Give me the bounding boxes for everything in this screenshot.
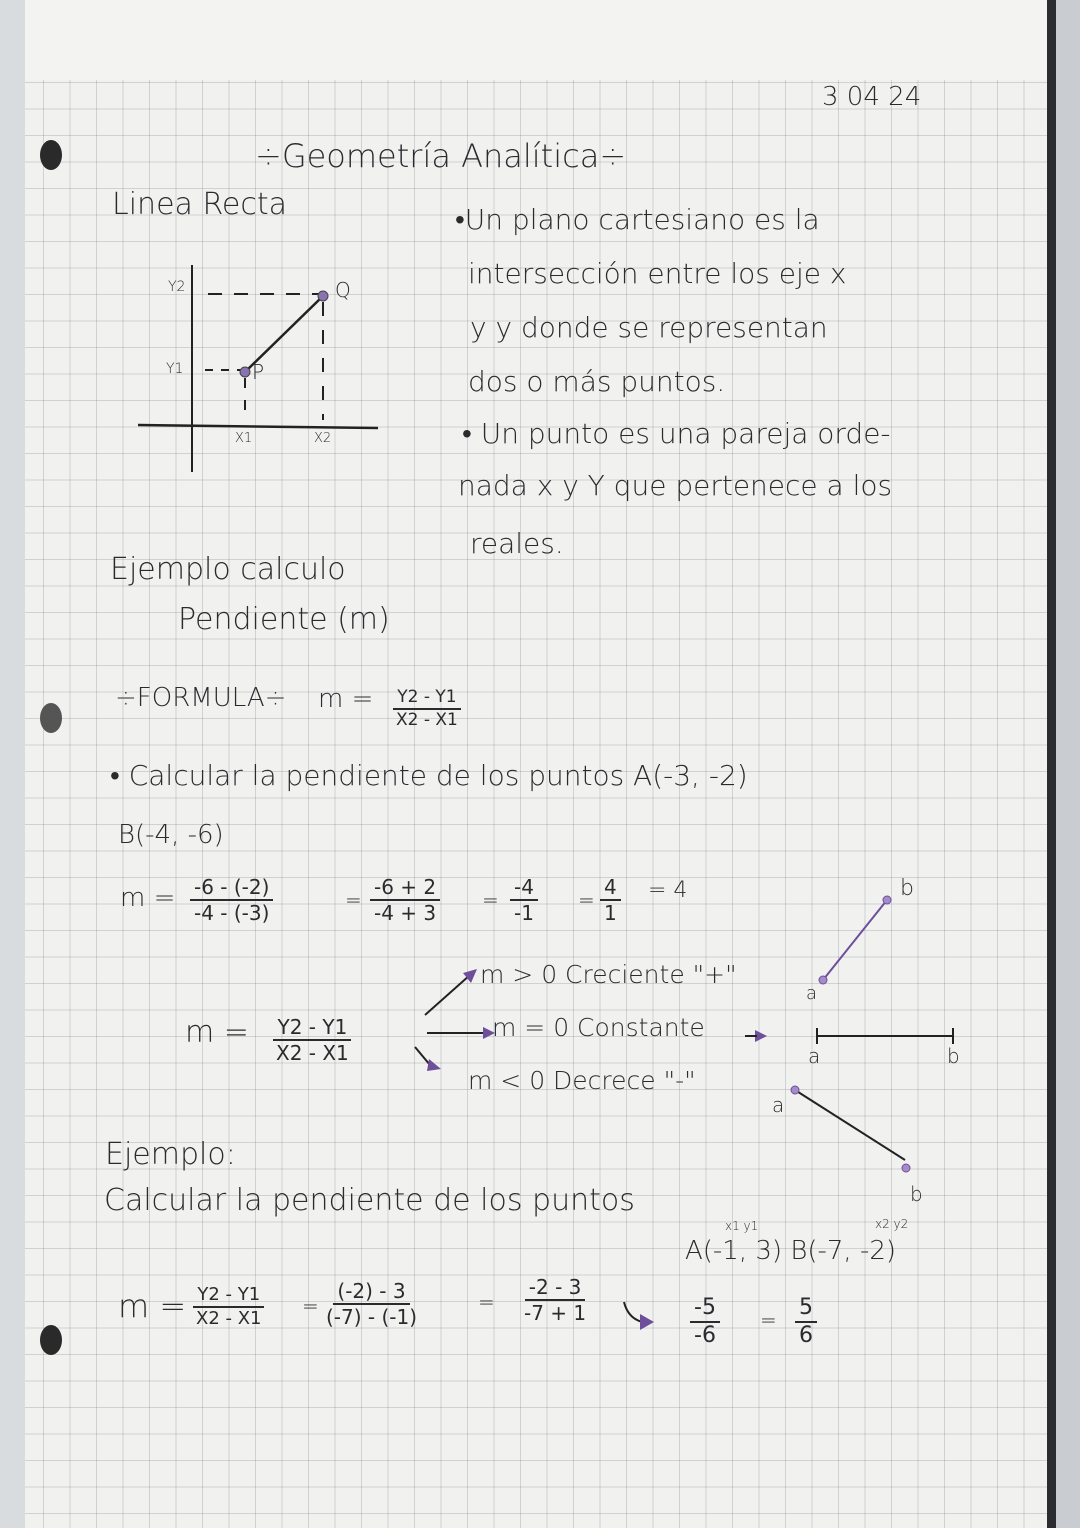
equals-sign: = bbox=[760, 1308, 777, 1332]
step-fraction bbox=[690, 1296, 720, 1348]
step-fraction bbox=[600, 876, 621, 924]
formula-m: m = bbox=[318, 684, 374, 714]
denominator: X2 - X1 bbox=[196, 1307, 262, 1329]
label-y1: Y1 bbox=[166, 361, 184, 377]
step-fraction bbox=[520, 1276, 590, 1324]
step-fraction bbox=[192, 1285, 266, 1329]
numerator: Y2 - Y1 bbox=[193, 1285, 264, 1308]
slope-sketches bbox=[755, 890, 955, 1110]
numerator: (-2) - 3 bbox=[333, 1280, 409, 1305]
label-p: P bbox=[252, 360, 265, 384]
binder-hole bbox=[40, 703, 62, 733]
point-label-b: b bbox=[910, 1182, 923, 1206]
problem-point-b: B(-4, -6) bbox=[118, 820, 224, 850]
case-zero: m = 0 Constante bbox=[492, 1013, 705, 1042]
step-fraction bbox=[510, 876, 538, 924]
step-fraction bbox=[370, 876, 440, 924]
label-x1: X1 bbox=[235, 431, 253, 446]
denominator: 1 bbox=[604, 901, 617, 925]
example2-statement: Calcular la pendiente de los puntos bbox=[104, 1183, 635, 1218]
example2-heading: Ejemplo: bbox=[105, 1137, 236, 1172]
annotation-b: x2 y2 bbox=[875, 1217, 909, 1231]
denominator: -4 + 3 bbox=[374, 901, 437, 925]
result-fraction bbox=[795, 1296, 817, 1348]
bullet-line: • Un punto es una pareja orde- bbox=[462, 417, 891, 450]
denominator: -6 bbox=[694, 1323, 716, 1349]
binder-hole bbox=[40, 1325, 62, 1355]
label-y2: Y2 bbox=[168, 279, 186, 295]
example-subheading: Pendiente (m) bbox=[178, 602, 390, 637]
numerator: -4 bbox=[510, 876, 538, 901]
bullet-line: nada x y Y que pertenece a los bbox=[458, 469, 893, 502]
point-label-b: b bbox=[947, 1044, 960, 1068]
denominator: -1 bbox=[514, 901, 534, 925]
arrow-icon bbox=[622, 1300, 662, 1330]
example2-points: A(-1, 3) B(-7, -2) bbox=[685, 1236, 897, 1266]
denominator: X2 - X1 bbox=[276, 1041, 349, 1065]
page-title: ÷Geometría Analítica÷ bbox=[255, 137, 627, 175]
step-fraction bbox=[190, 876, 273, 924]
point-label-a: a bbox=[808, 1044, 821, 1068]
bullet-line: •Un plano cartesiano es la bbox=[455, 203, 820, 236]
bullet-line: dos o más puntos. bbox=[468, 365, 726, 398]
numerator: -6 + 2 bbox=[370, 876, 440, 901]
bullet-line: y y donde se representan bbox=[470, 311, 828, 344]
formula-label: ÷FORMULA÷ bbox=[115, 683, 287, 713]
equals-sign: = bbox=[578, 888, 595, 912]
numerator: -6 - (-2) bbox=[190, 876, 273, 901]
problem-statement: • Calcular la pendiente de los puntos A(-3, -2) bbox=[110, 759, 748, 792]
slope-m: m = bbox=[118, 1287, 187, 1325]
slope-m: m = bbox=[120, 883, 176, 913]
step-fraction bbox=[322, 1280, 421, 1328]
slope-m: m = bbox=[185, 1015, 249, 1050]
bullet-line: intersección entre los eje x bbox=[468, 257, 847, 290]
notebook-edge bbox=[1047, 0, 1056, 1528]
numerator: -2 - 3 bbox=[525, 1276, 586, 1301]
numerator: Y2 - Y1 bbox=[273, 1016, 351, 1041]
point-label-a: a bbox=[806, 983, 818, 1004]
denominator: -4 - (-3) bbox=[194, 901, 270, 925]
label-x2: X2 bbox=[314, 431, 332, 446]
equals-sign: = bbox=[345, 888, 362, 912]
denominator: -7 + 1 bbox=[524, 1301, 587, 1325]
case-positive: m > 0 Creciente "+" bbox=[480, 960, 737, 989]
point-label-b: b bbox=[900, 876, 914, 901]
formula-fraction bbox=[392, 688, 462, 729]
label-q: Q bbox=[335, 278, 351, 302]
point-label-a: a bbox=[772, 1093, 785, 1117]
binder-hole bbox=[40, 140, 62, 170]
page-top-margin bbox=[25, 0, 1047, 80]
denominator: X2 - X1 bbox=[396, 709, 458, 730]
date: 3 04 24 bbox=[822, 82, 922, 112]
case-negative: m < 0 Decrece "-" bbox=[468, 1066, 696, 1095]
slope-fraction bbox=[272, 1016, 353, 1064]
annotation-a: x1 y1 bbox=[725, 1219, 759, 1233]
numerator: Y2 - Y1 bbox=[393, 688, 460, 710]
denominator: (-7) - (-1) bbox=[326, 1305, 418, 1329]
numerator: 4 bbox=[600, 876, 621, 901]
equals-sign: = bbox=[478, 1290, 495, 1314]
equals-sign: = bbox=[482, 888, 499, 912]
bullet-line: reales. bbox=[470, 527, 564, 560]
section-heading: Linea Recta bbox=[112, 187, 288, 222]
equals-sign: = bbox=[302, 1294, 319, 1318]
background-surface bbox=[1056, 0, 1080, 1528]
result: = 4 bbox=[648, 878, 688, 903]
denominator: 6 bbox=[799, 1323, 813, 1349]
numerator: -5 bbox=[690, 1296, 720, 1323]
point-b-marker bbox=[898, 1160, 918, 1180]
example-heading: Ejemplo calculo bbox=[110, 552, 346, 587]
numerator: 5 bbox=[795, 1296, 817, 1323]
